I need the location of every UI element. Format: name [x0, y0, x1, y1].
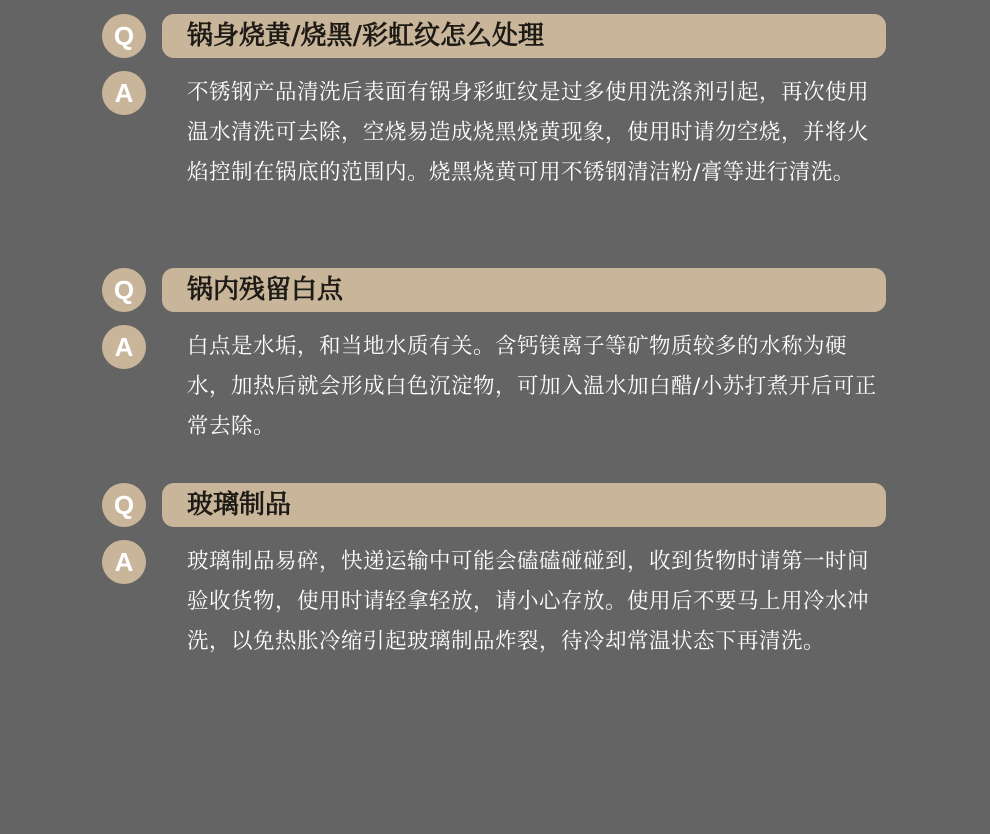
question-title: 锅内残留白点: [162, 268, 886, 312]
question-title: 锅身烧黄/烧黑/彩虹纹怎么处理: [162, 14, 886, 58]
answer-badge: A: [102, 325, 146, 369]
answer-text: 不锈钢产品清洗后表面有锅身彩虹纹是过多使用洗涤剂引起，再次使用温水清洗可去除，空烧易造成烧黑烧黄现象，使用时请勿空烧，并将火焰控制在锅底的范围内。烧黑烧黄可用不锈钢清洁粉/膏等进行清洗。: [187, 80, 870, 185]
question-title: 玻璃制品: [162, 483, 886, 527]
answer-text: 玻璃制品易碎，快递运输中可能会磕磕碰碰到，收到货物时请第一时间验收货物，使用时请轻拿轻放，请小心存放。使用后不要马上用冷水冲洗，以免热胀冷缩引起玻璃制品炸裂，待冷却常温状态下再清洗。: [187, 549, 870, 654]
answer-text: 白点是水垢，和当地水质有关。含钙镁离子等矿物质较多的水称为硬水，加热后就会形成白色沉淀物，可加入温水加白醋/小苏打煮开后可正常去除。: [187, 334, 877, 439]
answer-badge: A: [102, 540, 146, 584]
answer-badge: A: [102, 71, 146, 115]
question-badge: Q: [102, 14, 146, 58]
question-badge: Q: [102, 483, 146, 527]
question-badge: Q: [102, 268, 146, 312]
